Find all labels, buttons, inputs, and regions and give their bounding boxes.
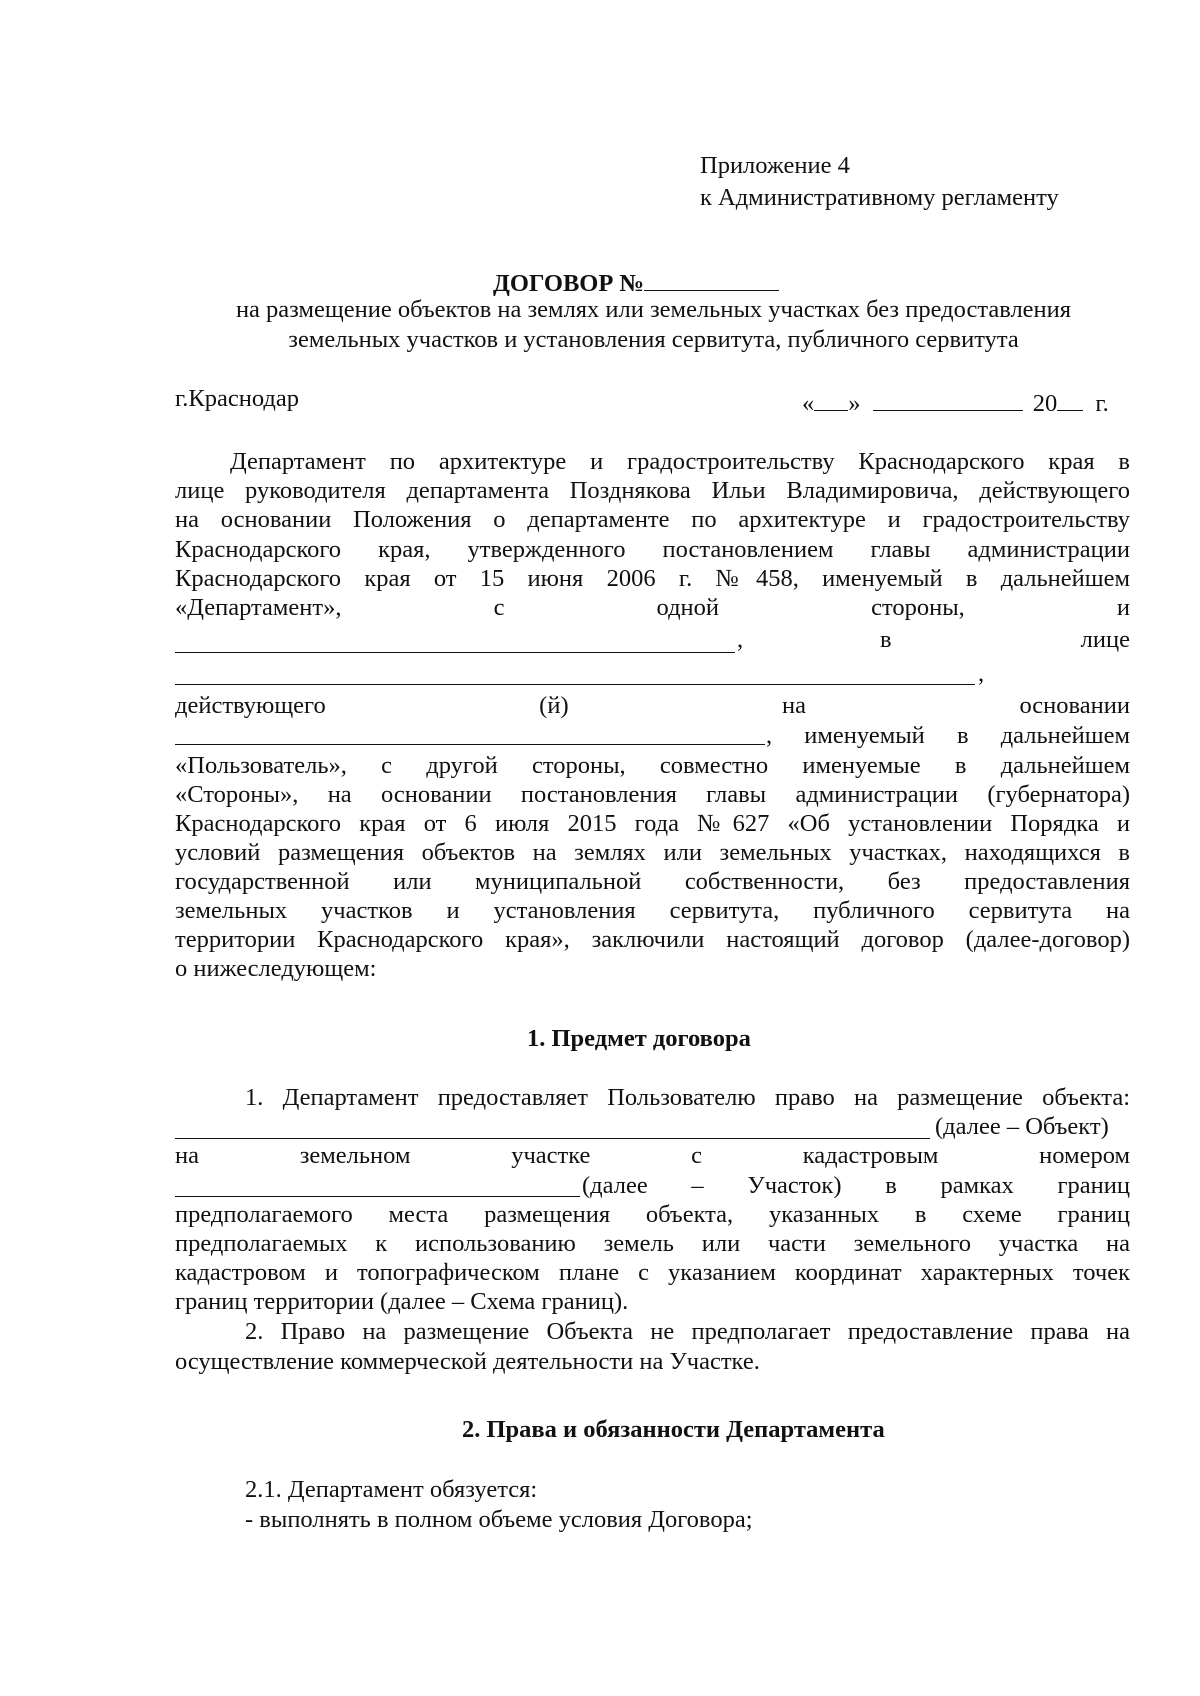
basis-blank <box>175 744 765 745</box>
contract-subtitle-line-2: земельных участков и установления сервитута, публичного сервитута <box>288 326 1019 353</box>
contract-subtitle-line-1: на размещение объектов на землях или земельных участках без предоставления <box>235 296 1072 323</box>
preamble-line-14: условий размещения объектов на землях или земельных участках, находящихся в <box>175 839 1130 866</box>
section-2-heading: 2. Права и обязанности Департамента <box>462 1416 885 1443</box>
preamble-line-3: на основании Положения о департаменте по архитектуре и градостроительству <box>175 506 1130 533</box>
preamble-line-6: «Департамент», с одной стороны, и <box>175 594 1130 621</box>
section-1-p1-line-3: на земельном участке с кадастровым номером <box>175 1142 1130 1169</box>
preamble-line-17: территории Краснодарского края», заключили настоящий договор (далее-договор) <box>175 926 1130 953</box>
annex-label: Приложение 4 <box>700 152 850 179</box>
representative-blank <box>175 684 975 685</box>
preamble-line-16: земельных участков и установления сервитута, публичного сервитута на <box>175 897 1130 924</box>
date-quote-open: « <box>802 390 815 418</box>
preamble-line-1: Департамент по архитектуре и градостроительству Краснодарского края в <box>230 448 1130 475</box>
section-1-p1-line-8: границ территории (далее – Схема границ). <box>175 1288 629 1315</box>
section-1-p1-line-5: предполагаемого места размещения объекта, указанных в схеме границ <box>175 1201 1130 1228</box>
preamble-line-7-comma: , <box>737 626 744 653</box>
preamble-line-5: Краснодарского края от 15 июня 2006 г. №458, именуемый в дальнейшем <box>175 565 1130 592</box>
preamble-line-15: государственной или муниципальной собственности, без предоставления <box>175 868 1130 895</box>
year-suffix: г. <box>1095 390 1109 418</box>
preamble-line-13: Краснодарского края от 6 июля 2015 года №627 «Об установлении Порядка и <box>175 810 1130 837</box>
preamble-line-11: «Пользователь», с другой стороны, совместно именуемые в дальнейшем <box>175 752 1130 779</box>
section-2-item-2: - выполнять в полном объеме условия Договора; <box>245 1506 753 1533</box>
year-prefix: 20 <box>1032 390 1058 418</box>
preamble-line-12: «Стороны», на основании постановления главы администрации (губернатора) <box>175 781 1130 808</box>
preamble-line-10-rest: , именуемый в дальнейшем <box>766 722 1130 749</box>
preamble-line-9: действующего (й) на основании <box>175 692 1130 719</box>
day-blank <box>814 388 848 411</box>
contract-number-blank <box>644 268 779 291</box>
date-quote-close: » <box>848 390 861 418</box>
user-name-blank <box>175 652 735 653</box>
section-1-p2-line-2: осуществление коммерческой деятельности на Участке. <box>175 1348 760 1375</box>
year-blank <box>1057 388 1083 411</box>
section-1-heading: 1. Предмет договора <box>527 1025 751 1052</box>
section-1-p1-line-6: предполагаемых к использованию земель или части земельного участка на <box>175 1230 1130 1257</box>
preamble-line-8-comma: , <box>978 660 985 687</box>
preamble-line-18: о нижеследующем: <box>175 955 377 982</box>
preamble-line-7-rest: в лице <box>880 626 1130 653</box>
section-1-p1-line-4: (далее – Участок) в рамках границ <box>582 1172 1130 1199</box>
section-1-p1-line-1: 1. Департамент предоставляет Пользователю право на размещение объекта: <box>245 1084 1130 1111</box>
preamble-line-4: Краснодарского края, утвержденного постановлением главы администрации <box>175 536 1130 563</box>
annex-to-label: к Административному регламенту <box>700 184 1059 211</box>
contract-title-text: ДОГОВОР № <box>493 270 645 298</box>
city-label: г.Краснодар <box>175 385 299 412</box>
section-1-p2-line-1: 2. Право на размещение Объекта не предполагает предоставление права на <box>245 1318 1130 1345</box>
contract-title <box>493 268 779 298</box>
date-line <box>802 388 1109 418</box>
section-1-p1-line-2: (далее – Объект) <box>935 1113 1109 1140</box>
object-blank <box>175 1138 930 1139</box>
cadastral-number-blank <box>175 1196 580 1197</box>
month-blank <box>873 388 1023 411</box>
section-2-item-1: 2.1. Департамент обязуется: <box>245 1476 538 1503</box>
section-1-p1-line-7: кадастровом и топографическом плане с указанием координат характерных точек <box>175 1259 1130 1286</box>
preamble-line-2: лице руководителя департамента Позднякова Ильи Владимировича, действующего <box>175 477 1130 504</box>
